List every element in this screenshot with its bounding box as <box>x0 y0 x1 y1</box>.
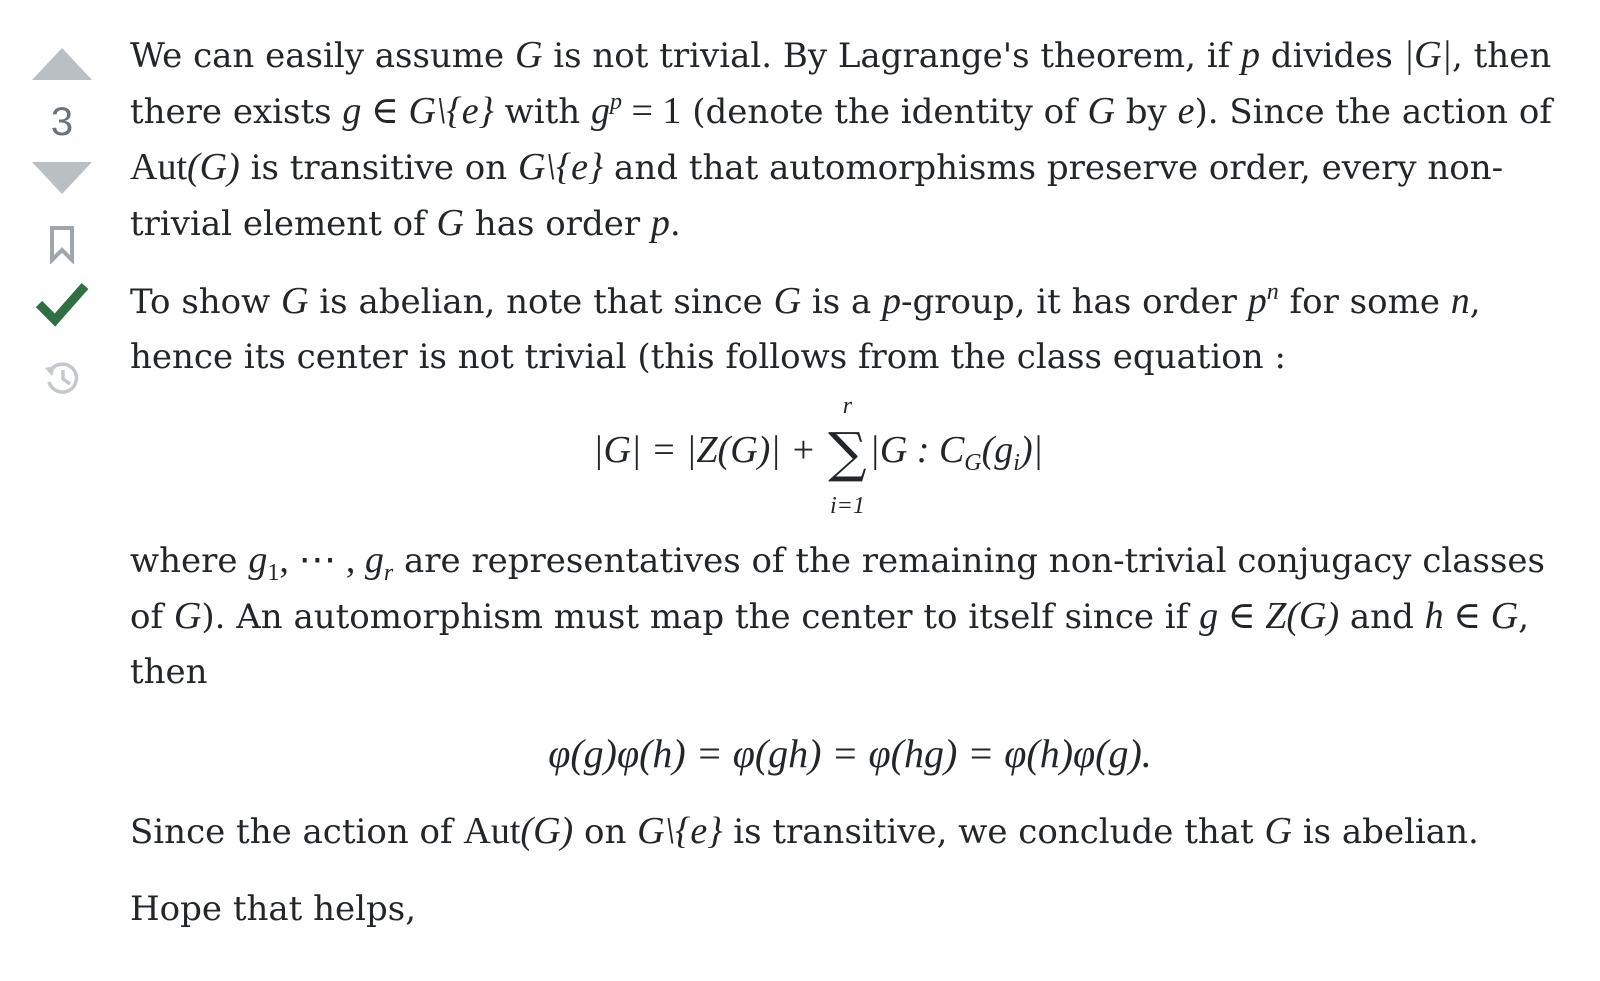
text: We can easily assume <box>130 36 515 76</box>
automorphism-equation: φ(g)φ(h) = φ(gh) = φ(hg) = φ(h)φ(g). <box>548 731 1152 776</box>
text: is transitive, we conclude that <box>722 812 1265 852</box>
bookmark-icon[interactable] <box>47 224 77 264</box>
math-expr: |G : C <box>869 429 965 471</box>
math-expr: g ∈ Z(G) <box>1199 595 1340 637</box>
text: ). Since the action of <box>1194 92 1552 132</box>
math-expr: (G) <box>187 146 240 188</box>
math-operator: Aut <box>130 146 187 188</box>
math-sup: n <box>1266 279 1279 305</box>
math-expr: G\{e} <box>637 810 723 852</box>
accepted-check-icon <box>35 276 89 330</box>
math-expr: G\{e} <box>517 146 604 188</box>
math-sub: i <box>1013 450 1020 476</box>
math-var: e <box>1177 90 1195 132</box>
math-expr: |G| = |Z(G)| + <box>593 429 826 471</box>
vote-count: 3 <box>50 100 74 144</box>
text: on <box>573 812 638 852</box>
sum-symbol: ∑ <box>828 421 867 485</box>
text: are representatives of the remaining non-trivial conjugacy classes of <box>130 541 1545 637</box>
text: and that automorphisms preserve order, every non-trivial element of <box>130 148 1504 244</box>
vote-up-icon[interactable] <box>30 44 94 84</box>
text: (denote the identity of <box>681 92 1088 132</box>
paragraph-center <box>130 533 1570 700</box>
text: is a <box>801 282 883 322</box>
text: with <box>493 92 591 132</box>
math-var: p <box>882 280 902 322</box>
text: To show <box>130 282 282 322</box>
text: for some <box>1278 282 1451 322</box>
sum-upper: r <box>842 393 853 420</box>
math-var: G <box>773 280 802 322</box>
text: by <box>1114 92 1178 132</box>
vote-column <box>28 44 96 398</box>
math-expr: |G| <box>1403 34 1453 76</box>
math-operator: Aut <box>463 810 521 852</box>
text: , then <box>130 597 1530 692</box>
math-expr: = 1 <box>621 90 682 132</box>
text: Since the action of <box>130 812 464 852</box>
math-expr: h ∈ G <box>1424 595 1519 637</box>
math-sub: G <box>964 450 982 476</box>
sum-lower: i=1 <box>829 493 865 520</box>
text: , hence its center is not trivial (this follows from the class equation : <box>130 282 1481 377</box>
math-sub: r <box>383 560 394 586</box>
text: . <box>669 204 681 244</box>
math-var: G <box>173 595 202 637</box>
text: has order <box>463 204 651 244</box>
answer-body <box>130 28 1570 959</box>
summation <box>825 393 869 520</box>
paragraph-lagrange <box>130 28 1570 252</box>
math-var: G <box>1087 90 1115 132</box>
paragraph-conclusion <box>130 804 1570 860</box>
math-expr: (G) <box>520 810 574 852</box>
math-var: g <box>590 90 610 132</box>
math-expr: (g <box>981 429 1014 471</box>
math-var: g <box>364 539 384 581</box>
math-expr: )| <box>1019 429 1044 471</box>
math-var: G <box>1264 810 1292 852</box>
math-var: p <box>1247 280 1267 322</box>
text: is abelian. <box>1291 812 1479 852</box>
math-var: G <box>281 280 309 322</box>
paragraph-abelian <box>130 274 1570 385</box>
math-expr: , ⋯ , <box>279 539 365 581</box>
history-icon[interactable] <box>42 358 82 398</box>
class-equation <box>130 393 1570 520</box>
text: ). An automorphism must map the center to itself since if <box>201 597 1200 637</box>
text: , then there exists <box>130 36 1552 132</box>
text: is transitive on <box>239 148 518 188</box>
text: is abelian, note that since <box>308 282 774 322</box>
math-var: G <box>514 34 543 76</box>
math-var: g <box>248 539 268 581</box>
text: is not trivial. By Lagrange's theorem, if <box>542 36 1241 76</box>
math-var: p <box>1241 34 1260 76</box>
vote-down-icon[interactable] <box>30 158 94 198</box>
text: -group, it has order <box>901 282 1248 322</box>
text: where <box>130 541 249 581</box>
paragraph-signoff: Hope that helps, <box>130 889 417 929</box>
text: and <box>1339 597 1425 637</box>
math-var: G <box>436 202 464 244</box>
math-sup: p <box>609 89 622 115</box>
math-var: n <box>1450 280 1470 322</box>
math-expr: g ∈ G\{e} <box>342 90 494 132</box>
text: divides <box>1260 36 1404 76</box>
math-sub: 1 <box>267 560 280 586</box>
math-var: p <box>650 202 670 244</box>
